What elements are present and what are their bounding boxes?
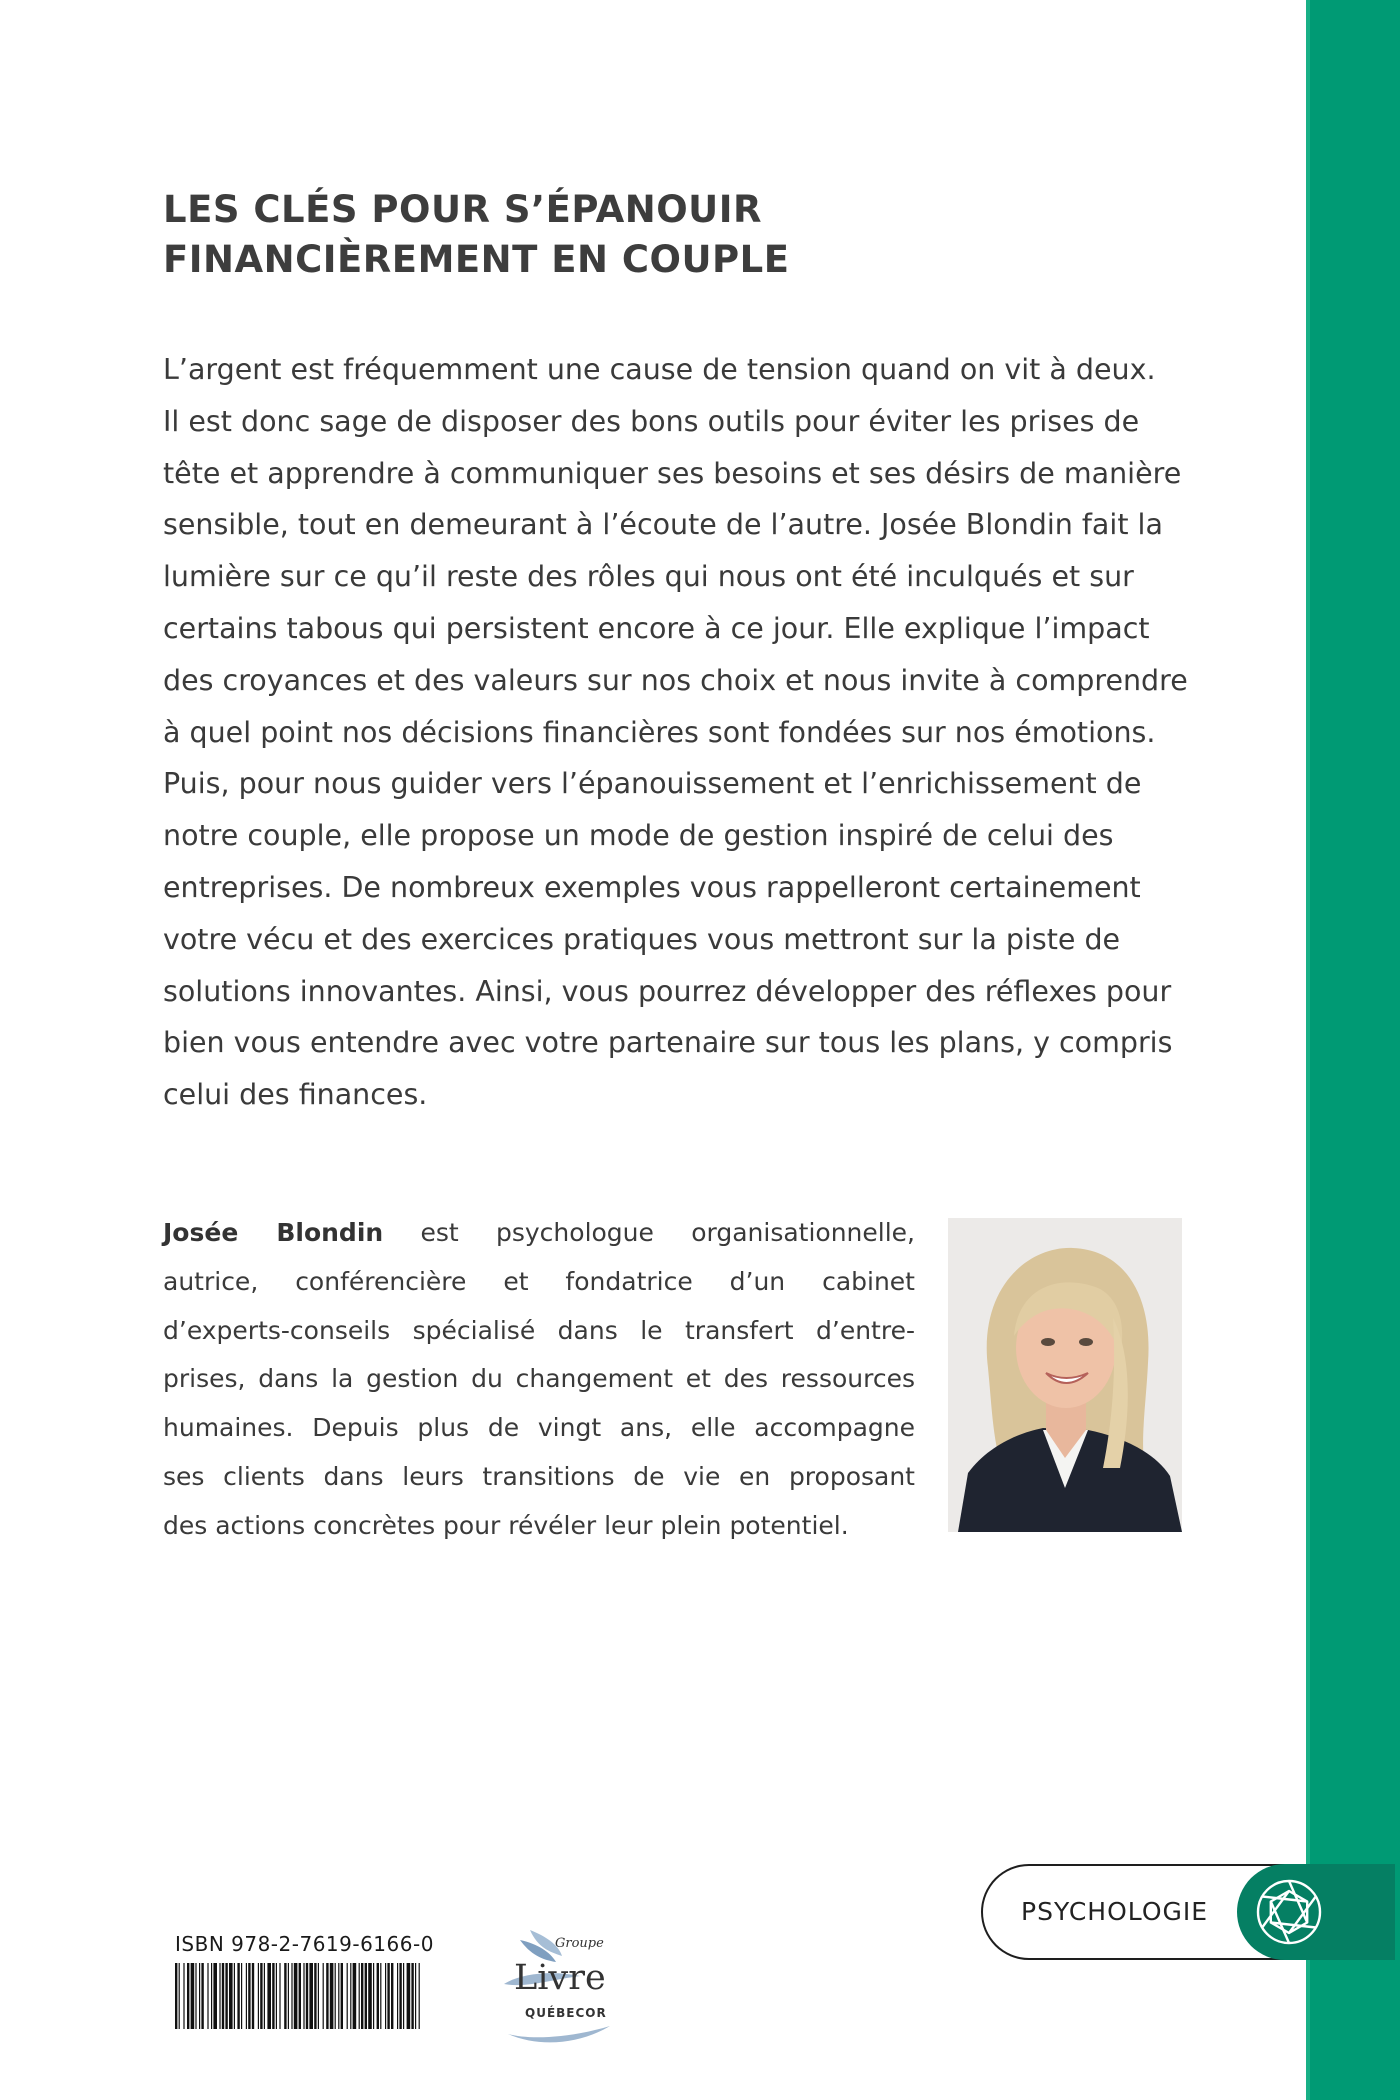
blurb-line: Il est donc sage de disposer des bons outils pour éviter les prises de <box>163 404 1140 438</box>
blurb-line: des croyances et des valeurs sur nos choix et nous invite à comprendre <box>163 663 1188 697</box>
category-tag <box>981 1864 1391 1960</box>
blurb-line: tête et apprendre à communiquer ses besoins et ses désirs de manière <box>163 456 1182 490</box>
bio-line-rest: est psychologue organisationnelle, <box>383 1218 915 1247</box>
publisher-groupe: Groupe <box>555 1936 604 1951</box>
blurb-line: certains tabous qui persistent encore à ce jour. Elle explique l’impact <box>163 611 1150 645</box>
blurb-line: solutions innovantes. Ainsi, vous pourrez développer des réflexes pour <box>163 974 1172 1008</box>
bio-line: autrice, conférencière et fondatrice d’un cabinet <box>163 1266 915 1296</box>
blurb-line: celui des finances. <box>163 1078 428 1112</box>
bio-line: ses clients dans leurs transitions de vie en proposant <box>163 1461 915 1491</box>
bio-first-line <box>163 1209 915 1258</box>
blurb-line: sensible, tout en demeurant à l’écoute de l’autre. Josée Blondin fait la <box>163 508 1163 542</box>
blurb-line: entreprises. De nombreux exemples vous rappelleront certainement <box>163 870 1141 904</box>
blurb-line: bien vous entendre avec votre partenaire sur tous les plans, y compris <box>163 1026 1173 1060</box>
bio-line: humaines. Depuis plus de vingt ans, elle accompagne <box>163 1413 915 1443</box>
author-portrait-icon <box>948 1218 1182 1532</box>
author-photo <box>948 1218 1182 1532</box>
barcode-icon <box>175 1963 422 2029</box>
camera-aperture-icon <box>1251 1874 1327 1950</box>
title-line: FINANCIÈREMENT EN COUPLE <box>163 238 790 281</box>
book-blurb <box>163 344 1273 1121</box>
title-line: LES CLÉS POUR S’ÉPANOUIR <box>163 188 762 231</box>
bio-line: des actions concrètes pour révéler leur plein potentiel. <box>163 1510 849 1540</box>
bio-line: d’experts-conseils spécialisé dans le transfert d’entre- <box>163 1315 915 1345</box>
author-bio <box>163 1209 915 1551</box>
blurb-line: lumière sur ce qu’il reste des rôles qui nous ont été inculqués et sur <box>163 560 1134 594</box>
publisher-logo <box>490 1922 630 2052</box>
isbn-number: ISBN 978-2-7619-6166-0 <box>175 1932 434 1956</box>
green-side-band <box>1306 0 1400 2100</box>
publisher-quebecor: QUÉBECOR <box>525 2006 607 2020</box>
blurb-line: Puis, pour nous guider vers l’épanouissement et l’enrichissement de <box>163 767 1142 801</box>
author-name: Josée Blondin <box>163 1218 384 1247</box>
category-label: PSYCHOLOGIE <box>1021 1897 1209 1926</box>
blurb-line: à quel point nos décisions financières sont fondées sur nos émotions. <box>163 715 1156 749</box>
book-title <box>163 185 1223 285</box>
green-band-edge <box>1306 0 1310 2100</box>
bio-line: prises, dans la gestion du changement et des ressources <box>163 1364 915 1394</box>
blurb-line: notre couple, elle propose un mode de gestion inspiré de celui des <box>163 819 1114 853</box>
publisher-livre: Livre <box>514 1958 606 1998</box>
blurb-line: votre vécu et des exercices pratiques vous mettront sur la piste de <box>163 922 1121 956</box>
category-icon-area <box>1237 1864 1395 1960</box>
blurb-line: L’argent est fréquemment une cause de tension quand on vit à deux. <box>163 353 1156 386</box>
